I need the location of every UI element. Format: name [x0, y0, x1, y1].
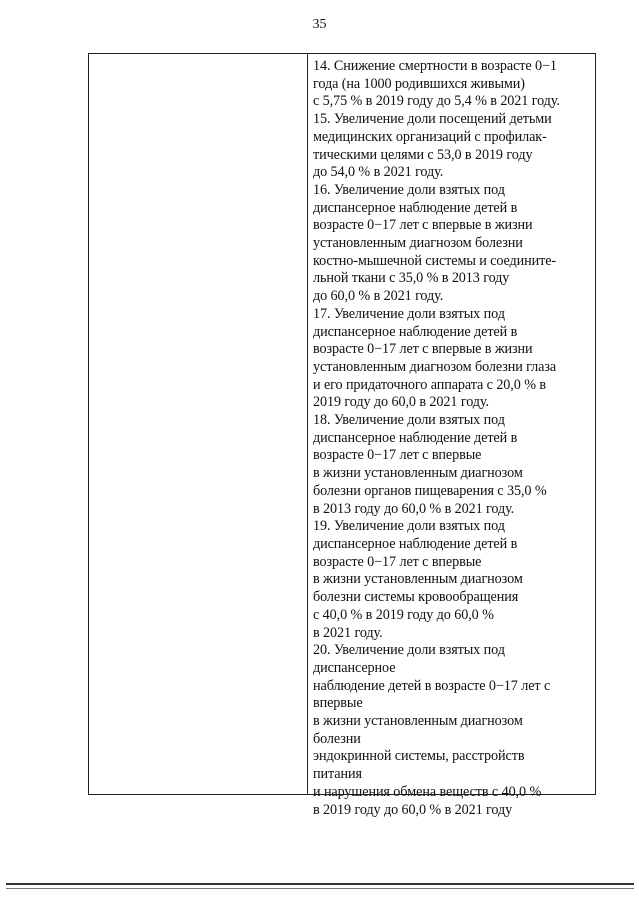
indicators-table	[88, 53, 596, 818]
text-line: 2019 году до 60,0 в 2021 году.	[313, 394, 489, 411]
text-line: болезни органов пищеварения с 35,0 %	[313, 482, 547, 499]
text-line: в 2013 году до 60,0 % в 2021 году.	[313, 500, 515, 517]
text-line: установленным диагнозом болезни	[313, 235, 523, 252]
text-line: возрасте 0−17 лет с впервые	[313, 447, 482, 464]
text-line: в жизни установленным диагнозом	[313, 465, 523, 482]
text-line: диспансерное	[313, 659, 396, 676]
text-line: с 5,75 % в 2019 году до 5,4 % в 2021 году.	[313, 93, 560, 110]
text-line: 18. Увеличение доли взятых под	[313, 412, 505, 429]
text-line: до 60,0 % в 2021 году.	[313, 288, 444, 305]
text-line: медицинских организаций с профилак-	[313, 128, 547, 145]
text-line: диспансерное наблюдение детей в	[313, 199, 518, 216]
text-line: и его придаточного аппарата с 20,0 % в	[313, 376, 546, 393]
text-line: 17. Увеличение доли взятых под	[313, 305, 505, 322]
text-line: установленным диагнозом болезни глаза	[313, 358, 557, 375]
bottom-border-line-thin	[6, 888, 634, 889]
text-line: года (на 1000 родившихся живыми)	[313, 75, 525, 92]
text-line: 19. Увеличение доли взятых под	[313, 518, 505, 535]
text-line: костно-мышечной системы и соедините-	[313, 252, 557, 269]
text-line: питания	[313, 766, 362, 783]
text-line: в 2019 году до 60,0 % в 2021 году	[313, 801, 513, 818]
text-line: возрасте 0−17 лет с впервые в жизни	[313, 341, 533, 358]
bottom-border-line	[6, 883, 634, 885]
text-line: возрасте 0−17 лет с впервые	[313, 553, 482, 570]
text-line: диспансерное наблюдение детей в	[313, 535, 518, 552]
text-line: эндокринной системы, расстройств	[313, 748, 525, 765]
text-line: наблюдение детей в возрасте 0−17 лет с	[313, 677, 551, 694]
table-left-cell	[89, 54, 308, 794]
text-line: возрасте 0−17 лет с впервые в жизни	[313, 217, 533, 234]
page-number: 35	[312, 17, 327, 32]
text-line: в жизни установленным диагнозом	[313, 571, 523, 588]
table-right-cell	[308, 58, 595, 819]
text-line: до 54,0 % в 2021 году.	[313, 164, 444, 181]
text-line: 14. Снижение смертности в возрасте 0−1	[313, 58, 557, 74]
text-line: с 40,0 % в 2019 году до 60,0 %	[313, 606, 494, 623]
text-line: диспансерное наблюдение детей в	[313, 429, 518, 446]
text-line: 16. Увеличение доли взятых под	[313, 181, 505, 198]
text-line: 20. Увеличение доли взятых под	[313, 642, 505, 659]
text-line: впервые	[313, 695, 363, 712]
text-line: льной ткани с 35,0 % в 2013 году	[313, 270, 510, 287]
text-line: болезни	[313, 730, 361, 747]
text-line: в 2021 году.	[313, 624, 383, 641]
text-line: в жизни установленным диагнозом	[313, 713, 523, 730]
text-line: и нарушения обмена веществ с 40,0 %	[313, 783, 542, 800]
text-line: тическими целями с 53,0 в 2019 году	[313, 146, 533, 163]
text-line: 15. Увеличение доли посещений детьми	[313, 111, 552, 128]
text-line: диспансерное наблюдение детей в	[313, 323, 518, 340]
text-line: болезни системы кровообращения	[313, 589, 519, 606]
